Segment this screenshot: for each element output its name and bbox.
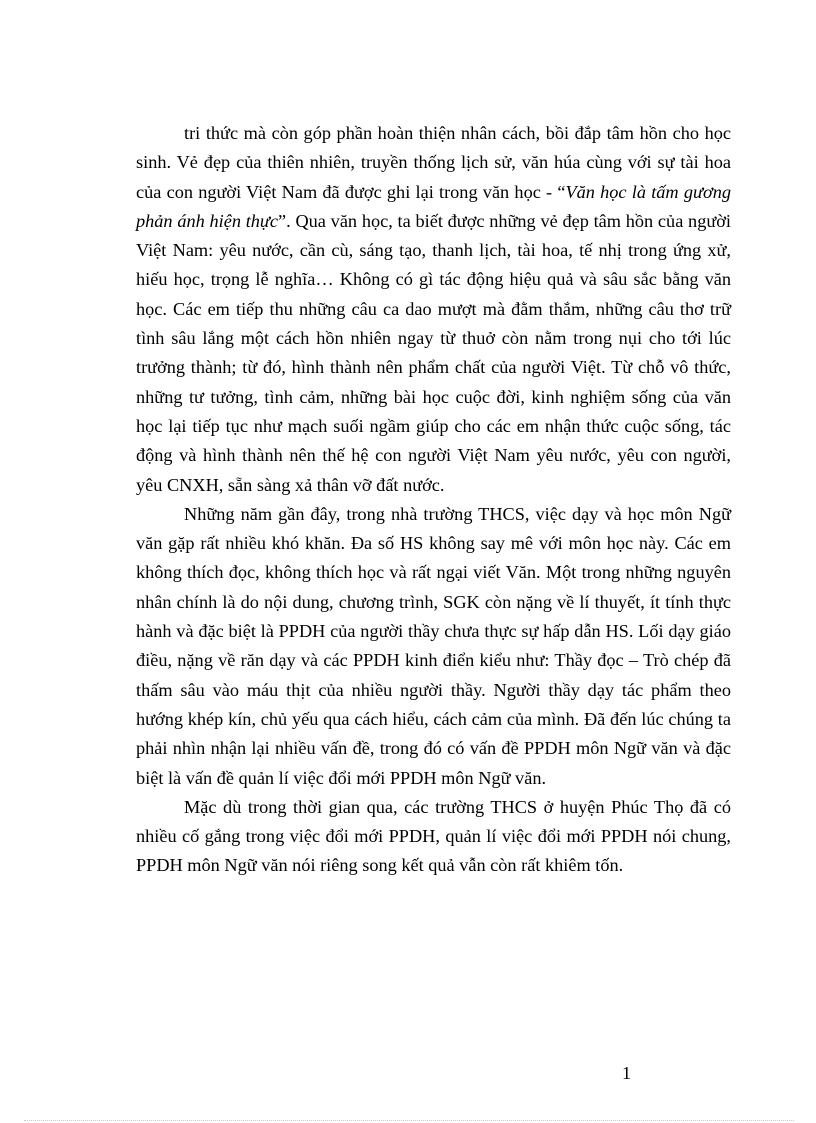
paragraph-1-text-start: tri thức mà còn góp phần hoàn thiện nhân cách, bồi đắp tâm hồn cho học sinh. Vẻ đẹp của thiên nhiên, truyền thống lịch sử, văn húa cùng với sự tài hoa của con người Việt Nam đã được ghi lại trong văn học - “: [136, 123, 731, 202]
paragraph-1-text-end: ”. Qua văn học, ta biết được những vẻ đẹp tâm hồn của người Việt Nam: yêu nước, cần cù, sáng tạo, thanh lịch, tài hoa, tế nhị trong ứng xử, hiếu học, trọng lễ nghĩa… Không có gì tác động hiệu quả và sâu sắc bằng văn học. Các em tiếp thu những câu ca dao mượt mà đằm thắm, những câu thơ trữ tình sâu lắng một cách hồn nhiên ngay từ thuở còn nằm trong nụi cho tới lúc trưởng thành; từ đó, hình thành nên phẩm chất của người Việt. Từ chỗ vô thức, những tư tưởng, tình cảm, những bài học cuộc đời, kinh nghiệm sống của văn học lại tiếp tục như mạch suối ngầm giúp cho các em nhận thức cuộc sống, tác động và hình thành nên thế hệ con người Việt Nam yêu nước, yêu con người, yêu CNXH, sẵn sàng xả thân vỡ đất nước.: [136, 210, 731, 495]
paragraph-2: Những năm gần đây, trong nhà trường THCS, việc dạy và học môn Ngữ văn gặp rất nhiều khó khăn. Đa số HS không say mê với môn học này. Các em không thích đọc, không thích học và rất ngại viết Văn. Một trong những nguyên nhân chính là do nội dung, chương trình, SGK còn nặng về lí thuyết, ít tính thực hành và đặc biệt là PPDH của người thầy chưa thực sự hấp dẫn HS. Lối dạy giáo điều, nặng về răn dạy và các PPDH kinh điển kiểu như: Thầy đọc – Trò chép đã thấm sâu vào máu thịt của nhiều người thầy. Người thầy dạy tác phẩm theo hướng khép kín, chủ yếu qua cách hiểu, cách cảm của mình. Đã đến lúc chúng ta phải nhìn nhận lại nhiều vấn đề, trong đó có vấn đề PPDH môn Ngữ văn và đặc biệt là vấn đề quản lí việc đổi mới PPDH môn Ngữ văn.: [136, 503, 731, 788]
paragraph-3: Mặc dù trong thời gian qua, các trường THCS ở huyện Phúc Thọ đã có nhiều cố gắng trong việc đổi mới PPDH, quản lí việc đổi mới PPDH nói chung, PPDH môn Ngữ văn nói riêng song kết quả vẫn còn rất khiêm tốn.: [136, 796, 731, 876]
body-text: [136, 119, 731, 881]
italic-quote: Văn học là tấm gương phản ánh hiện thực: [136, 181, 731, 231]
page-bottom-rule: [24, 1120, 794, 1121]
page-number: 1: [622, 1063, 631, 1083]
paragraph-1: [136, 119, 731, 500]
